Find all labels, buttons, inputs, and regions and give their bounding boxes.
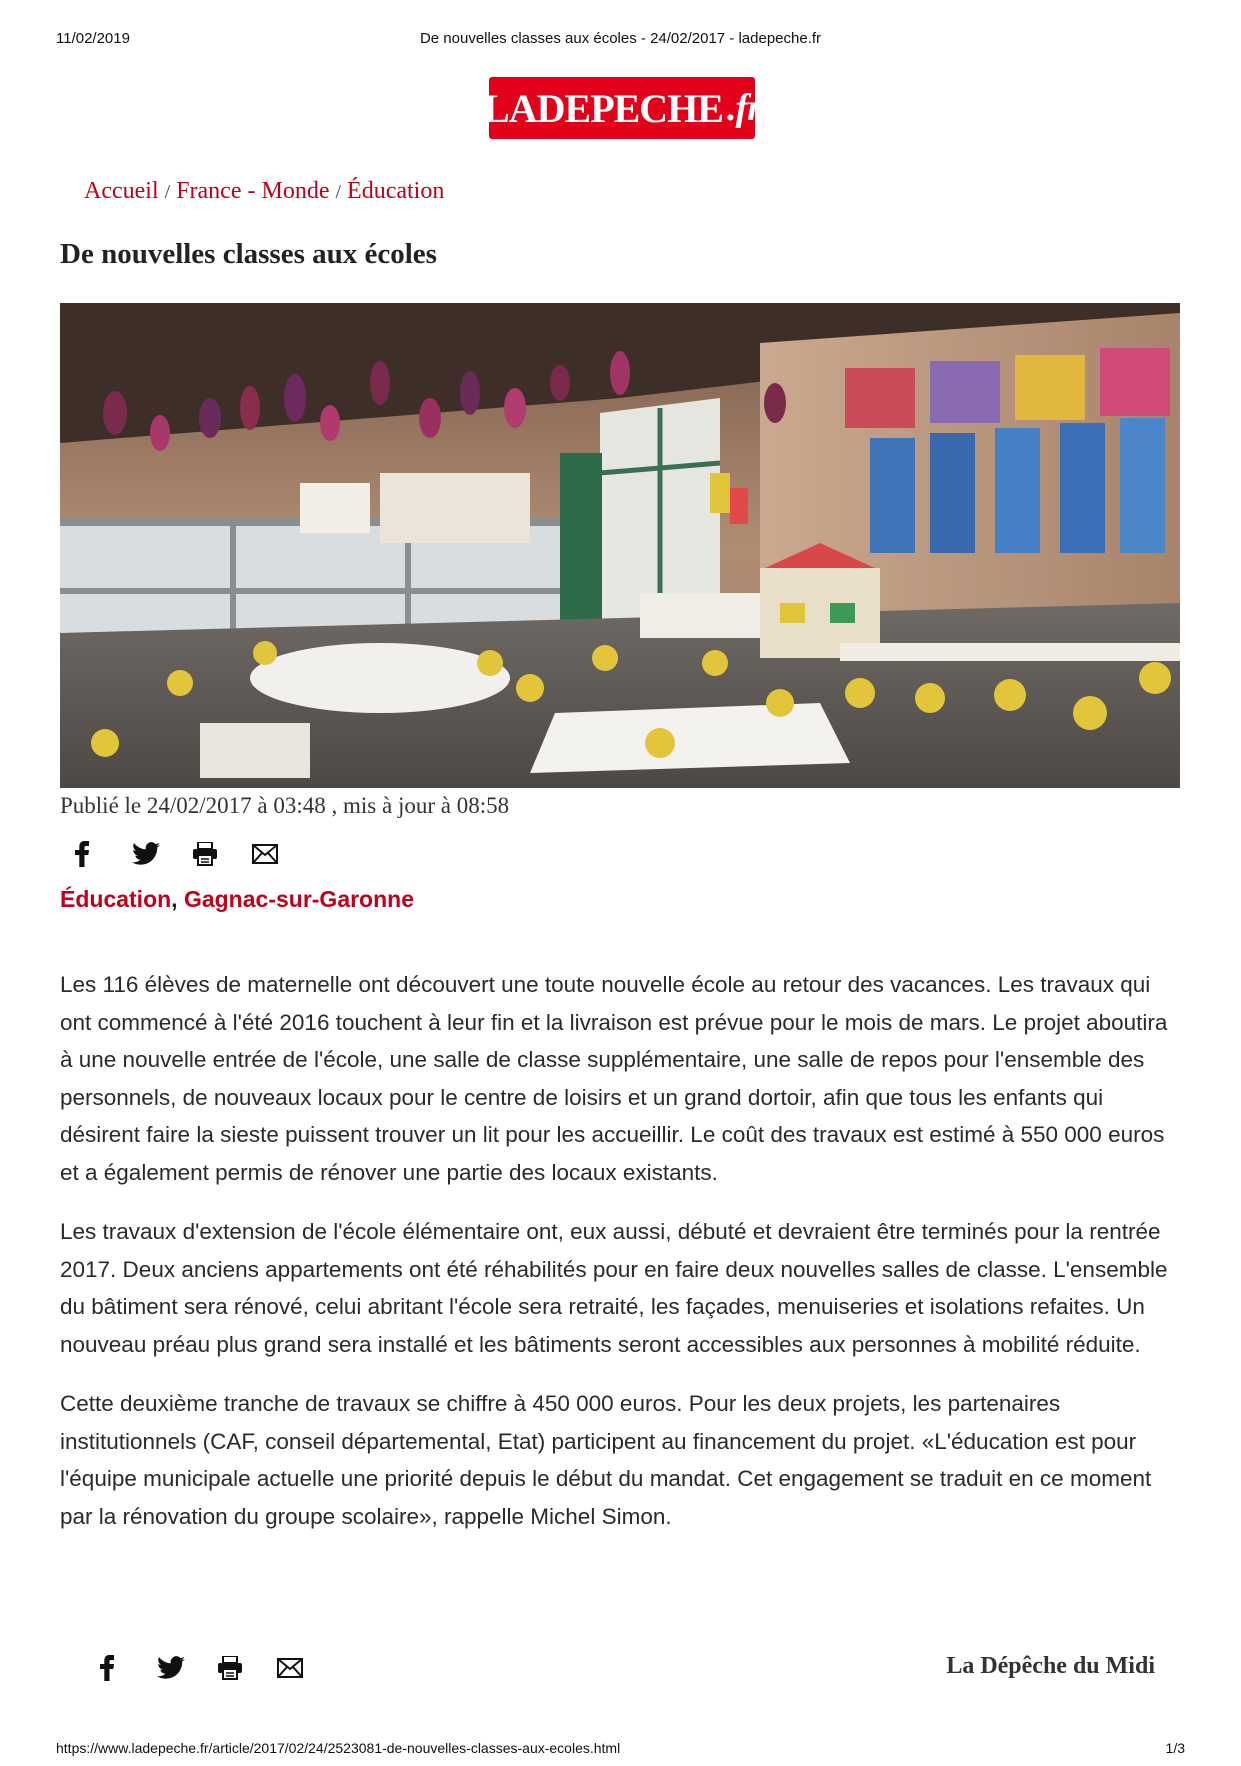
- tag-gagnac[interactable]: Gagnac-sur-Garonne: [183, 886, 414, 912]
- breadcrumb-home[interactable]: Accueil: [84, 178, 159, 204]
- article-paragraph-2: Les travaux d'extension de l'école élémentaire ont, eux aussi, débuté et devraient être terminés pour la rentrée 2017. Deux anciens appartements ont été réhabilités pour en faire deux nouvelles salles de classe. L'ensemble du bâtiment sera rénové, celui abritant l'école sera retraité, les façades, menuiseries et isolations refaites. Un nouveau préau plus grand sera installé et les bâtiments seront accessibles aux personnes à mobilité réduite.: [60, 1219, 1168, 1357]
- mail-icon[interactable]: [252, 837, 312, 871]
- tag-education[interactable]: Éducation: [60, 886, 172, 912]
- share-bar-top: [72, 837, 312, 871]
- publish-date: Publié le 24/02/2017 à 03:48 , mis à jour à 08:58: [60, 793, 510, 818]
- article-photo: [60, 303, 1180, 788]
- print-icon[interactable]: [217, 1651, 277, 1685]
- article-tags: [60, 886, 414, 913]
- logo-suffix: . fr: [727, 86, 761, 130]
- breadcrumb: [84, 178, 444, 205]
- share-bar-bottom: [97, 1651, 337, 1685]
- article-paragraph-1: Les 116 élèves de maternelle ont découvert une toute nouvelle école au retour des vacances. Les travaux qui ont commencé à l'été 2016 touchent à leur fin et la livraison est prévue pour le mois de mars. Le projet aboutira à une nouvelle entrée de l'école, une salle de classe supplémentaire, une salle de repos pour l'ensemble des personnels, de nouveaux locaux pour le centre de loisirs et un grand dortoir, afin que tous les enfants qui désirent faire la sieste puissent trouver un lit pour les accueillir. Le coût des travaux est estimé à 550 000 euros et a également permis de rénover une partie des locaux existants.: [60, 972, 1168, 1185]
- article-paragraph-3: Cette deuxième tranche de travaux se chiffre à 450 000 euros. Pour les deux projets, les partenaires institutionnels (CAF, conseil départemental, Etat) participent au financement du projet. «L'éducation est pour l'équipe municipale actuelle une priorité depuis le début du mandat. Cet engagement se traduit en ce moment par la rénovation du groupe scolaire», rappelle Michel Simon.: [60, 1391, 1152, 1529]
- site-logo[interactable]: [483, 77, 761, 139]
- twitter-icon[interactable]: [157, 1651, 217, 1685]
- logo-main: LADEPECHE: [483, 85, 723, 131]
- article-title: De nouvelles classes aux écoles: [60, 238, 437, 270]
- print-url: https://www.ladepeche.fr/article/2017/02/24/2523081-de-nouvelles-classes-aux-ecoles.html: [56, 1740, 621, 1756]
- newspaper-signature: La Dépêche du Midi: [946, 1653, 1155, 1679]
- print-date: 11/02/2019: [56, 30, 130, 47]
- breadcrumb-separator: /: [335, 181, 342, 203]
- breadcrumb-education[interactable]: Éducation: [347, 178, 445, 204]
- mail-icon[interactable]: [277, 1651, 337, 1685]
- facebook-icon[interactable]: [97, 1651, 157, 1685]
- facebook-icon[interactable]: [72, 837, 132, 871]
- print-doc-title: De nouvelles classes aux écoles - 24/02/2017 - ladepeche.fr: [419, 30, 822, 47]
- twitter-icon[interactable]: [132, 837, 192, 871]
- classroom-photo: [60, 303, 1180, 788]
- breadcrumb-france-monde[interactable]: France - Monde: [176, 178, 330, 204]
- article-body: [60, 966, 1185, 1557]
- print-header: [56, 30, 1185, 50]
- page-number: 1/3: [1165, 1740, 1185, 1756]
- print-icon[interactable]: [192, 837, 252, 871]
- breadcrumb-separator: /: [164, 181, 171, 203]
- tag-separator: ,: [171, 886, 184, 912]
